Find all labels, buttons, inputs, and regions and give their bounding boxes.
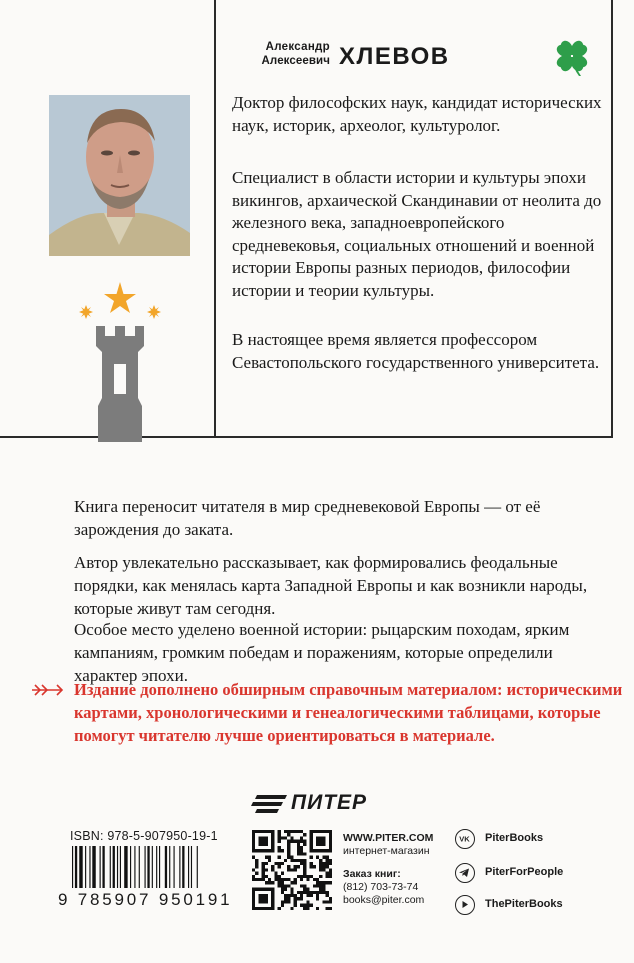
- publisher-site-label: интернет-магазин: [343, 845, 430, 857]
- svg-text:VK: VK: [459, 834, 470, 844]
- social-label: PiterForPeople: [485, 866, 564, 878]
- vk-icon: [455, 829, 475, 849]
- highlight-paragraph: Издание дополнено обширным справочным материалом: историческими картами, хронологическими и генеалогическими таблицами, которые помогут читателю лучше ориентироваться в материале.: [74, 680, 623, 745]
- publisher-site-block: [343, 832, 433, 858]
- description-paragraph: Автор увлекательно рассказывает, как формировались феодальные порядки, как менялась карта Западной Европы и как возникли народы, которые живут там сегодня.: [74, 553, 588, 618]
- qr-code: [252, 830, 332, 910]
- bio-paragraph: В настоящее время является профессором Севастопольского государственного университета.: [232, 330, 600, 372]
- social-label: PiterBooks: [485, 832, 544, 844]
- order-block: [343, 868, 424, 907]
- frame-rule-bottom: [0, 436, 613, 438]
- arrow-icon: [32, 683, 64, 697]
- social-telegram[interactable]: [455, 863, 615, 885]
- isbn-label: ISBN: 978-5-907950-19-1: [70, 829, 218, 843]
- description-paragraph: Особое место уделено военной истории: рыцарским походам, ярким кампаниям, громким победам и поражениям, которые определили характер эпохи.: [74, 620, 570, 685]
- author-first-name: Александр: [265, 41, 330, 53]
- bio-paragraph: Специалист в области истории и культуры эпохи викингов, архаической Скандинавии от неолита до железного века, западноевропейского средневековья, социальных отношений и военной истории Европы разных периодов, философии истории и теории культуры.: [232, 168, 602, 300]
- publisher-site[interactable]: WWW.PITER.COM: [343, 832, 434, 844]
- stars-icon: [72, 282, 168, 328]
- barcode-digits: 9 785907 950191: [58, 888, 242, 910]
- tower-icon: [94, 326, 146, 442]
- publisher-logo-text: ПИТЕР: [291, 791, 368, 814]
- order-email[interactable]: books@piter.com: [343, 894, 425, 906]
- author-patronymic: Алексеевич: [261, 55, 330, 67]
- telegram-icon: [455, 863, 475, 883]
- order-label: Заказ книг:: [343, 868, 401, 880]
- youtube-icon: [455, 895, 475, 915]
- clover-icon: [551, 35, 593, 77]
- publisher-logo: [251, 791, 391, 817]
- social-vk[interactable]: [455, 829, 615, 851]
- piter-logo-icon: [251, 791, 295, 817]
- frame-rule-left: [214, 0, 216, 437]
- bio-paragraph: Доктор философских наук, кандидат исторических наук, историк, археолог, культуролог.: [232, 93, 602, 135]
- author-last-name: ХЛЕВОВ: [339, 43, 450, 70]
- description-paragraph: Книга переносит читателя в мир средневековой Европы — от её зарождения до заката.: [74, 497, 541, 539]
- social-youtube[interactable]: [455, 895, 615, 917]
- author-photo: [49, 95, 190, 256]
- social-label: ThePiterBooks: [485, 898, 563, 910]
- order-phone: (812) 703-73-74: [343, 881, 419, 893]
